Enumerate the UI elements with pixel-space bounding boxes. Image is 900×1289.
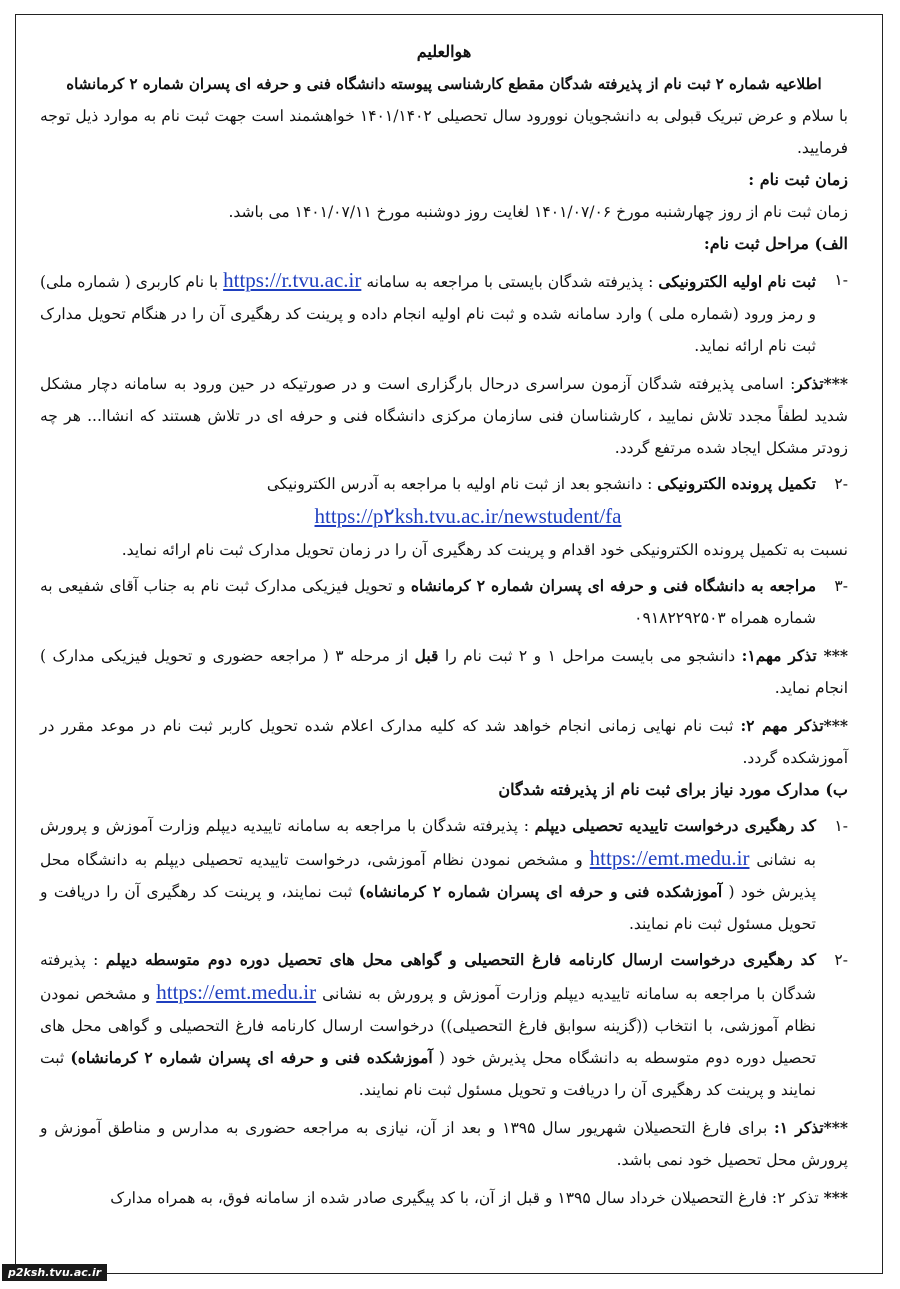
section-b-note-1 [40, 1112, 848, 1176]
section-a-item-2 [40, 468, 848, 534]
section-a-item-3 [40, 570, 848, 634]
note-label: *** [823, 1188, 848, 1207]
item-bold-title: تکمیل پرونده الکترونیکی [657, 474, 816, 493]
item-bold-title: مراجعه به دانشگاه فنی و حرفه ای پسران شماره ۲ کرمانشاه [410, 576, 817, 595]
note-label: *** تذکر مهم۱: [741, 646, 848, 665]
time-heading: زمان ثبت نام : [748, 170, 848, 189]
item-number: -۲ [834, 951, 848, 969]
intro-paragraph: با سلام و عرض تبریک قبولی به دانشجویان نوورود سال تحصیلی ۱۴۰۱/۱۴۰۲ خواهشمند است جهت ثبت نام به موارد ذیل توجه فرمایید. [40, 107, 848, 157]
item-text: ثبت نمایند، و پرینت کد رهگیری آن را دریافت و تحویل مسئول ثبت نام نمایند. [40, 883, 816, 933]
registration-link[interactable]: https://r.tvu.ac.ir [223, 268, 362, 292]
note-bold-word: قبل [414, 646, 439, 665]
note-label: ***تذکر مهم ۲: [740, 716, 848, 735]
item-text: : دانشجو بعد از ثبت نام اولیه با مراجعه به آدرس الکترونیکی [266, 475, 658, 493]
item-bold-title: ثبت نام اولیه الکترونیکی [658, 272, 816, 291]
emt-link[interactable]: https://emt.medu.ir [156, 980, 317, 1004]
section-b-note-2 [40, 1182, 848, 1214]
item-text: و مشخص نمودن نظام آموزشی، درخواست تاییدیه تحصیلی دیپلم به دانشگاه محل پذیرش خود ( [40, 851, 817, 901]
item-text: با نام کاربری ( شماره ملی) و رمز ورود (شماره ملی ) وارد سامانه شده و ثبت نام اولیه انجام داده و پرینت کد رهگیری آن را در هنگام تحویل مدارک ثبت نام ارائه نماید. [40, 273, 816, 355]
header-invocation: هوالعلیم [416, 42, 472, 61]
emt-link[interactable]: https://emt.medu.ir [589, 846, 750, 870]
note-label: ***تذکر ۱: [774, 1118, 848, 1137]
note-text: از مرحله ۳ ( مراجعه حضوری و تحویل فیزیکی مدارک ) انجام نماید. [40, 647, 848, 697]
time-text: زمان ثبت نام از روز چهارشنبه مورخ ۱۴۰۱/۰۷/۰۶ لغایت روز دوشنبه مورخ ۱۴۰۱/۰۷/۱۱ می باشد. [228, 203, 848, 221]
section-b-item-2 [40, 944, 848, 1106]
link-line [40, 500, 816, 534]
section-b-heading: ب) مدارک مورد نیاز برای ثبت نام از پذیرفته شدگان [498, 780, 848, 799]
note-text: دانشجو می بایست مراحل ۱ و ۲ ثبت نام را [438, 647, 742, 665]
item-text: و تحویل فیزیکی مدارک ثبت نام به جناب آقای شفیعی به شماره همراه ۰۹۱۸۲۲۹۲۵۰۳ [40, 577, 816, 627]
announcement-title: اطلاعیه شماره ۲ ثبت نام از پذیرفته شدگان مقطع کارشناسی پیوسته دانشگاه فنی و حرفه ای پسران شماره ۲ کرمانشاه [66, 75, 822, 93]
note-text: برای فارغ التحصیلان شهریور سال ۱۳۹۵ و بعد از آن، نیازی به مراجعه حضوری به مدارس و مناطق آموزش و پرورش محل تحصیل خود نمی باشد. [40, 1119, 848, 1169]
item-number: -۳ [834, 577, 848, 595]
newstudent-link[interactable]: https://p۲ksh.tvu.ac.ir/newstudent/fa [314, 504, 622, 528]
note-text: تذکر ۲: فارغ التحصیلان خرداد سال ۱۳۹۵ و قبل از آن، با کد پیگیری صادر شده از سامانه فوق، به همراه مدارک [110, 1189, 824, 1207]
item-bold-institute: آموزشکده فنی و حرفه ای پسران شماره ۲ کرمانشاه) [70, 1048, 433, 1067]
note-text: ثبت نام نهایی زمانی انجام خواهد شد که کلیه مدارک اعلام شده تحویل کاربر ثبت نام در موعد مقرر در آموزشکده گردد. [40, 717, 848, 767]
note-label: ***تذکر [795, 374, 848, 393]
section-a-note-3 [40, 710, 848, 774]
item-text: : پذیرفته شدگان با مراجعه به سامانه تاییدیه دیپلم وزارت آموزش و پرورش به نشانی [40, 817, 816, 869]
section-a-heading: الف) مراحل ثبت نام: [703, 234, 848, 253]
item-text: ثبت نمایند و پرینت کد رهگیری آن را دریافت و تحویل مسئول ثبت نام نمایند. [40, 1049, 816, 1099]
section-b-item-1 [40, 810, 848, 940]
note-text: : اسامی پذیرفته شدگان آزمون سراسری درحال بارگزاری است و در صورتیکه در حین ورود به سامانه دچار مشکل شدید لطفاً مجدد تلاش نمایید ، کارشناسان فنی سازمان مرکزی دانشگاه فنی و حرفه ای در تلاش هستند که انشاا... هر چه زودتر مشکل ایجاد شده مرتفع گردد. [40, 375, 848, 457]
section-a-note-2 [40, 640, 848, 704]
item-number: -۱ [834, 817, 848, 835]
item-text: : پذیرفته شدگان بایستی با مراجعه به سامانه [361, 273, 659, 291]
section-a-item-1 [40, 264, 848, 362]
item-2-continuation: نسبت به تکمیل پرونده الکترونیکی خود اقدام و پرینت کد رهگیری آن را در زمان تحویل مدارک ثبت نام ارائه نماید. [121, 541, 848, 559]
item-text: و مشخص نمودن نظام آموزشی، با انتخاب ((گزینه سوابق فارغ التحصیلی)) درخواست ارسال کارنامه فارغ التحصیلی و گواهی محل های تحصیل دوره دوم متوسطه به دانشگاه محل پذیرش خود ( [40, 985, 817, 1067]
document-body [40, 36, 848, 1214]
item-number: -۲ [834, 475, 848, 493]
site-watermark: p2ksh.tvu.ac.ir [2, 1264, 107, 1281]
item-bold-title: کد رهگیری درخواست ارسال کارنامه فارغ التحصیلی و گواهی محل های تحصیل دوره دوم متوسطه دیپلم [105, 950, 816, 969]
item-bold-title: کد رهگیری درخواست تاییدیه تحصیلی دیپلم [534, 816, 817, 835]
section-a-note-1 [40, 368, 848, 464]
item-text: : پذیرفته شدگان با مراجعه به سامانه تاییدیه دیپلم وزارت آموزش و پرورش به نشانی [40, 951, 816, 1003]
item-bold-institute: آموزشکده فنی و حرفه ای پسران شماره ۲ کرمانشاه) [358, 882, 723, 901]
item-number: -۱ [834, 271, 848, 289]
